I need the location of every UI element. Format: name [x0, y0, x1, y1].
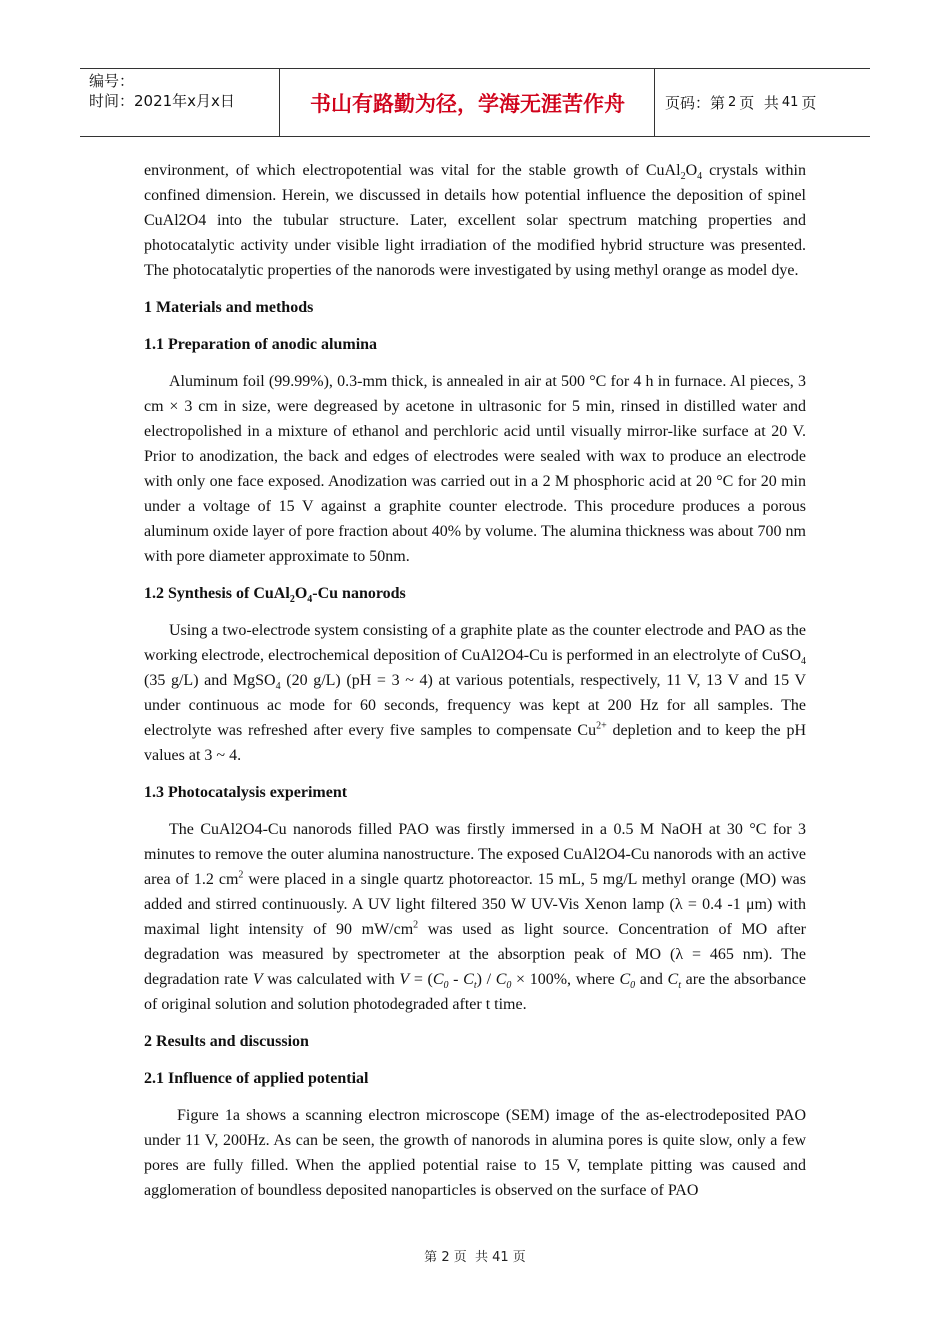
section-heading-results: 2 Results and discussion — [144, 1033, 309, 1050]
paragraph-photocatalysis: The CuAl2O4-Cu nanorods filled PAO was firstly immersed in a 0.5 M NaOH at 30 °C for 3 minutes to remove the outer alumina nanostructure. The exposed CuAl2O4-Cu nanorods with an active area of 1.2 $cm^2$ were placed in a single quartz photoreactor. 15 mL, 5 mg/L methyl orange (MO) was added and stirred continuously. A UV light filtered 350 W UV-Vis Xenon lamp (λ = 0.4 -1 μm) with maximal light intensity of 90 $mW/cm^2$ was used as light source. Concentration of MO after degradation was measured by spectrometer at the absorption peak of MO (λ = 465 nm). The degradation rate V was calculated with $V = (C_0 - C_t) / C_0 \times 100\%$, where $C_0$ and $C_t$ are the absorbance of original solution and solution photodegraded after t time. — [144, 821, 807, 1013]
page-mid: 页 共 — [739, 94, 779, 112]
subsection-heading-synthesis: 1.2 Synthesis of $CuAl_2O_4-Cu$ nanorods — [144, 585, 406, 606]
subsection-heading-photocatalysis: 1.3 Photocatalysis experiment — [144, 784, 348, 801]
subsection-heading-potential: 2.1 Influence of applied potential — [144, 1070, 369, 1087]
footer-total-pages: 41 — [492, 1250, 509, 1265]
header-info-cell — [80, 69, 280, 136]
document-body — [144, 158, 806, 1215]
footer-page-number: 2 — [441, 1250, 450, 1265]
section-heading-materials: 1 Materials and methods — [144, 299, 314, 316]
paragraph-synthesis: Using a two-electrode system consisting of a graphite plate as the counter electrode and PAO as the working electrode, electrochemical deposition of CuAl2O4-Cu is performed in an electrolyte of CuSO$_4$ (35 g/L) and MgSO$_4$ (20 g/L) (pH = 3 ~ 4) at various potentials, respectively, 11 V, 13 V and 15 V under continuous ac mode for 60 seconds, frequency was kept at 200 Hz for all samples. The electrolyte was refreshed after every five samples to compensate $Cu^{2+}$ depletion and to keep the pH values at 3 ~ 4. — [144, 622, 807, 764]
page-prefix: 页码：第 — [665, 94, 726, 112]
page-current: 2 — [728, 95, 737, 110]
subsection-heading-alumina: 1.1 Preparation of anodic alumina — [144, 336, 378, 353]
paragraph-alumina: Aluminum foil (99.99%), 0.3-mm thick, is annealed in air at 500 °C for 4 h in furnace. Al pieces, 3 cm × 3 cm in size, were degreased by acetone in ultrasonic for 5 min, rinsed in distilled water and electropolished in a mixture of ethanol and perchloric acid until visually mirror-like surface at 20 V. Prior to anodization, the back and edges of electrodes were sealed with wax to produce an electrode with only one face exposed. Anodization was carried out in a 2 M phosphoric acid at 20 °C for 20 min under a voltage of 15 V against a graphite counter electrode. This procedure produces a porous aluminum oxide layer of pore fraction about 40% by volume. The alumina thickness was about 700 nm with pore diameter approximate to 50nm. — [144, 373, 806, 565]
page-total: 41 — [781, 95, 799, 110]
page-suffix: 页 — [801, 94, 817, 112]
date-label: 时间：2021年x月x日 — [89, 92, 235, 110]
header-motto: 书山有路勤为径，学海无涯苦作舟 — [281, 69, 655, 136]
intro-paragraph: environment, of which electropotential was vital for the stable growth of $CuAl_2O_4$ crystals within confined dimension. Herein, we discussed in details how potential influence the deposition of spinel CuAl2O4 into the tubular structure. Later, excellent solar spectrum matching properties and photocatalytic activity under visible light irradiation of the modified hybrid structure was presented. The photocatalytic properties of the nanorods were investigated by using methyl orange as model dye. — [144, 162, 806, 279]
paragraph-potential: Figure 1a shows a scanning electron microscope (SEM) image of the as-electrodeposited PAO under 11 V, 200Hz. As can be seen, the growth of nanorods in alumina pores is quite slow, only a few pores are fully filled. When the applied potential raise to 15 V, template pitting was caused and agglomeration of boundless deposited nanoparticles is observed on the surface of PAO — [144, 1107, 806, 1199]
header-page-info — [655, 69, 870, 136]
page-footer: 第 2 页 共 41 页 — [424, 1250, 526, 1265]
document-header — [80, 68, 870, 137]
number-label: 编号： — [89, 72, 135, 90]
